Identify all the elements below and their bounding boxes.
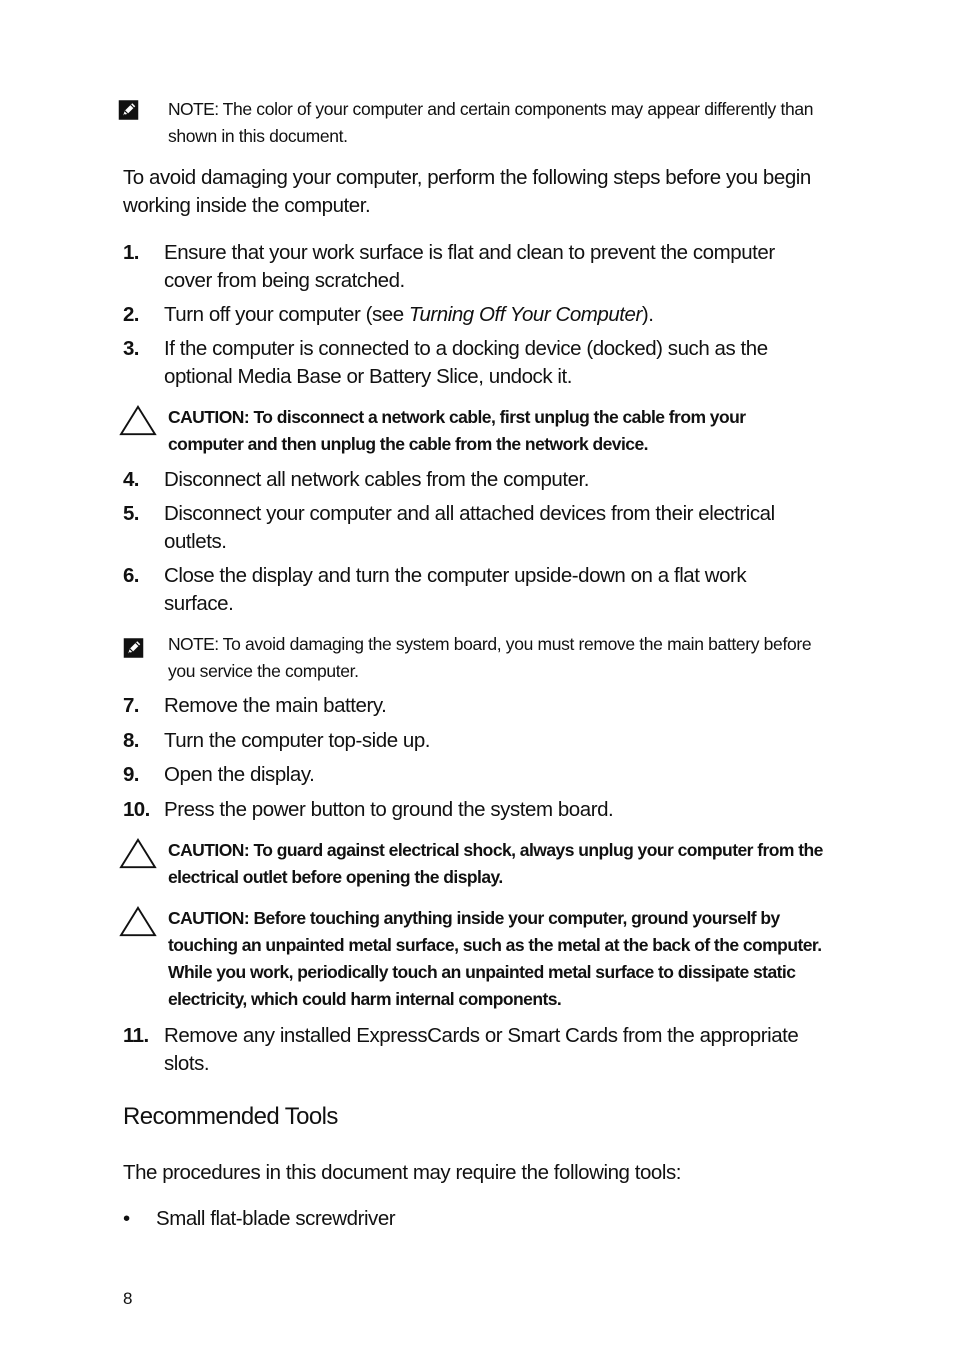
caution-text: CAUTION: To guard against electrical shock, always unplug your computer from the electrical outlet before opening the display. <box>168 840 823 887</box>
step-number: 6. <box>123 564 139 587</box>
note-text: The color of your computer and certain components may appear differently than shown in this document. <box>168 99 814 146</box>
step-number: 3. <box>123 337 139 360</box>
step-text: Remove the main battery. <box>164 694 387 717</box>
page-number: 8 <box>123 1289 133 1308</box>
step-text: If the computer is connected to a docking device (docked) such as the optional Media Base or Battery Slice, undock it. <box>164 337 768 388</box>
note-label: NOTE: <box>168 99 219 119</box>
step-text: Disconnect your computer and all attached devices from their electrical outlets. <box>164 502 775 553</box>
caution-triangle-icon <box>118 837 158 871</box>
caution-triangle-icon <box>118 905 158 939</box>
caution-text: CAUTION: Before touching anything inside your computer, ground yourself by touching an unpainted metal surface, such as the metal at the back of the computer. While you work, periodically touch an unpainted metal surface to dissipate static electricity, which could harm internal components. <box>168 908 822 1009</box>
step-text <box>164 301 864 329</box>
step-text: Ensure that your work surface is flat and clean to prevent the computer cover from being scratched. <box>164 241 775 292</box>
step-number: 5. <box>123 502 139 525</box>
step-text: Press the power button to ground the system board. <box>164 798 614 821</box>
tools-intro-paragraph: The procedures in this document may require the following tools: <box>123 1161 682 1184</box>
step-number: 10. <box>123 798 150 821</box>
step-number: 4. <box>123 468 139 491</box>
step-number: 7. <box>123 694 139 717</box>
step-text: Remove any installed ExpressCards or Smart Cards from the appropriate slots. <box>164 1024 799 1075</box>
note-pencil-icon <box>118 98 148 128</box>
step-text: Open the display. <box>164 763 315 786</box>
tool-name: Small flat-blade screwdriver <box>156 1207 396 1230</box>
step-number: 8. <box>123 729 139 752</box>
step-text: Disconnect all network cables from the computer. <box>164 468 590 491</box>
step-text-before: Turn off your computer (see <box>164 303 409 326</box>
caution-text: CAUTION: To disconnect a network cable, first unplug the cable from your computer and then unplug the cable from the network device. <box>168 407 746 454</box>
bullet-marker: • <box>123 1207 130 1230</box>
note-text: To avoid damaging the system board, you must remove the main battery before you service the computer. <box>168 634 812 681</box>
step-number: 11. <box>123 1024 149 1047</box>
step-number: 9. <box>123 763 139 786</box>
section-heading: Recommended Tools <box>123 1103 338 1130</box>
caution-triangle-icon <box>118 404 158 438</box>
cross-reference-link[interactable]: Turning Off Your Computer <box>408 303 642 326</box>
step-text-after: ). <box>641 303 654 326</box>
intro-paragraph: To avoid damaging your computer, perform the following steps before you begin working inside the computer. <box>123 166 811 217</box>
step-number: 1. <box>123 241 139 264</box>
step-text: Turn the computer top-side up. <box>164 729 431 752</box>
note-pencil-icon <box>123 636 153 666</box>
step-text: Close the display and turn the computer upside-down on a flat work surface. <box>164 564 747 615</box>
step-number: 2. <box>123 303 139 326</box>
note-label: NOTE: <box>168 634 219 654</box>
